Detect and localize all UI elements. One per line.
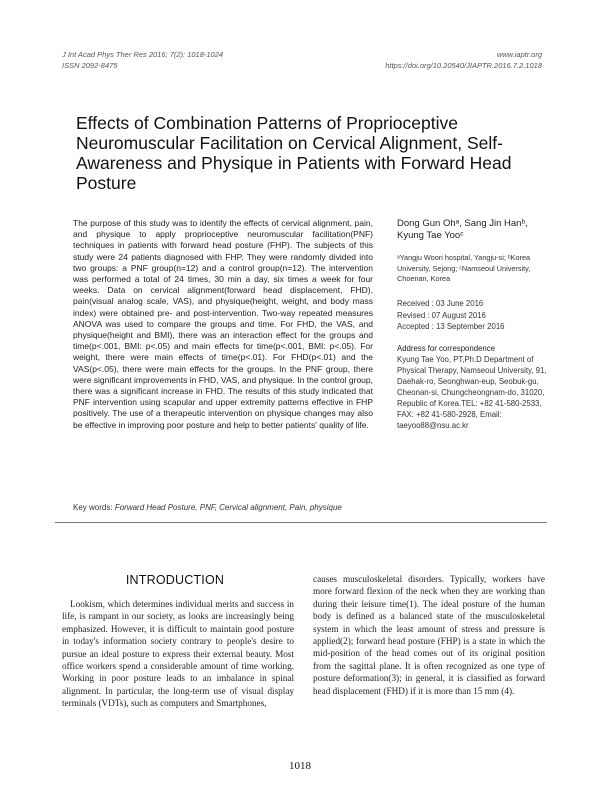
journal-header-right (385, 49, 542, 71)
journal-citation: J Int Acad Phys Ther Res 2016; 7(2): 1018-1024 (62, 50, 224, 59)
correspondence-label: Address for correspondence (397, 344, 495, 353)
article-dates (397, 298, 547, 333)
journal-website[interactable]: www.iaptr.org (496, 50, 542, 59)
abstract: The purpose of this study was to identify the effects of cervical alignment, pain, and physique to apply proprioceptive neuromuscular facilitation(PNF) techniques in patients with forward head posture (FHP). The subjects of this study were 24 patients diagnosed with FHP. They were randomly divided into two groups: a PNF group(n=12) and a control group(n=12). The intervention was performed a total of 24 times, 30 min a day, six times a week for four weeks. Data on cervical alignment(forward head displacement, FHD), pain(visual analog scale, VAS), and physique(height, weight, and body mass index) were obtained pre- and post-intervention. Two-way repeated measures ANOVA was used to compare the groups and time. For FHD, the VAS, and physique(height and BMI), there was an interaction effect for the groups and time(p<.001, BMI: p<.05) and main effects for time(p<.001, BMI: p<.05). For weight, there were main effects of time(p<.01). For FHD(p<.01) and the VAS(p<.05), there were main effects for the groups. In the PNF group, there were significant improvements in FHD, VAS, and physique. In the control group, there was a significant increase in FHD. The results of this study indicated that PNF intervention using scapular and upper extremity patterns effective in FHP positively. The use of a therapeutic intervention on physique changes may also be effective in improving poor posture and help to better patients' quality of life. (73, 218, 373, 430)
keywords-label: Key words: (73, 503, 113, 512)
article-title: Effects of Combination Patterns of Proprioceptive Neuromuscular Facilitation on Cervical Alignment, Self-Awareness and Physique in Patients with Forward Head Posture (76, 113, 512, 193)
keywords-value: Forward Head Posture, PNF, Cervical alignment, Pain, physique (114, 503, 342, 512)
correspondence-address: Kyung Tae Yoo, PT,Ph.D Department of Physical Therapy, Namseoul University, 91, Daehak-ro, Seonghwan-eup, Seobuk-gu, Cheonan-si, Chungcheongnam-do, 31020, Republic of Korea.TEL: +82 41-580-2533, FAX: +82 41-580-2928, Email: taeyoo88@nsu.ac.kr (397, 355, 547, 430)
author-affiliations: ᵃYangju Woori hospital, Yangju-si; ᵇKorea University, Sejong; ᶜNamseoul University, Choenan, Korea (397, 253, 531, 284)
author-list: Dong Gun Ohᵃ, Sang Jin Hanᵇ, Kyung Tae Yooᶜ (397, 218, 528, 241)
journal-issn: ISSN 2092-8475 (62, 61, 118, 70)
introduction-heading: INTRODUCTION (125, 573, 225, 587)
journal-header-left (62, 49, 223, 71)
accepted-date: Accepted : 13 September 2016 (397, 322, 505, 331)
revised-date: Revised : 07 August 2016 (397, 310, 486, 320)
keywords-line (73, 503, 342, 512)
page-number: 1018 (289, 760, 311, 772)
introduction-left-column: Lookism, which determines individual merits and success in life, is rampant in our society, as looks are increasingly being emphasized. However, it is difficult to maintain good posture in today's information society contrary to people's desire to pursue an ideal posture to express their external beauty. Most office workers spend a considerable amount of time working. Working in poor posture leads to an imbalance in spinal alignment. In particular, the long-term use of visual display terminals (VDTs), such as computers and Smartphones, (62, 599, 294, 709)
journal-doi[interactable]: https://doi.org/10.20540/JIAPTR.2016.7.2.1018 (385, 61, 542, 70)
abstract-divider (55, 522, 547, 523)
received-date: Received : 03 June 2016 (397, 299, 484, 308)
introduction-right-column: causes musculoskeletal disorders. Typically, workers have more forward flexion of the neck when they are working than during their leisure time(1). The ideal posture of the human body is defined as a balanced state of the musculoskeletal system in which the least amount of stress and pressure is applied(2); forward head posture (FHP) is a state in which the mid-position of the head comes out of its original position from the sagittal plane. It is often recognized as one type of posture deformation(3); in general, it is classified as forward head displacement (FHD) if it is more than 15 mm (4). (313, 574, 545, 696)
